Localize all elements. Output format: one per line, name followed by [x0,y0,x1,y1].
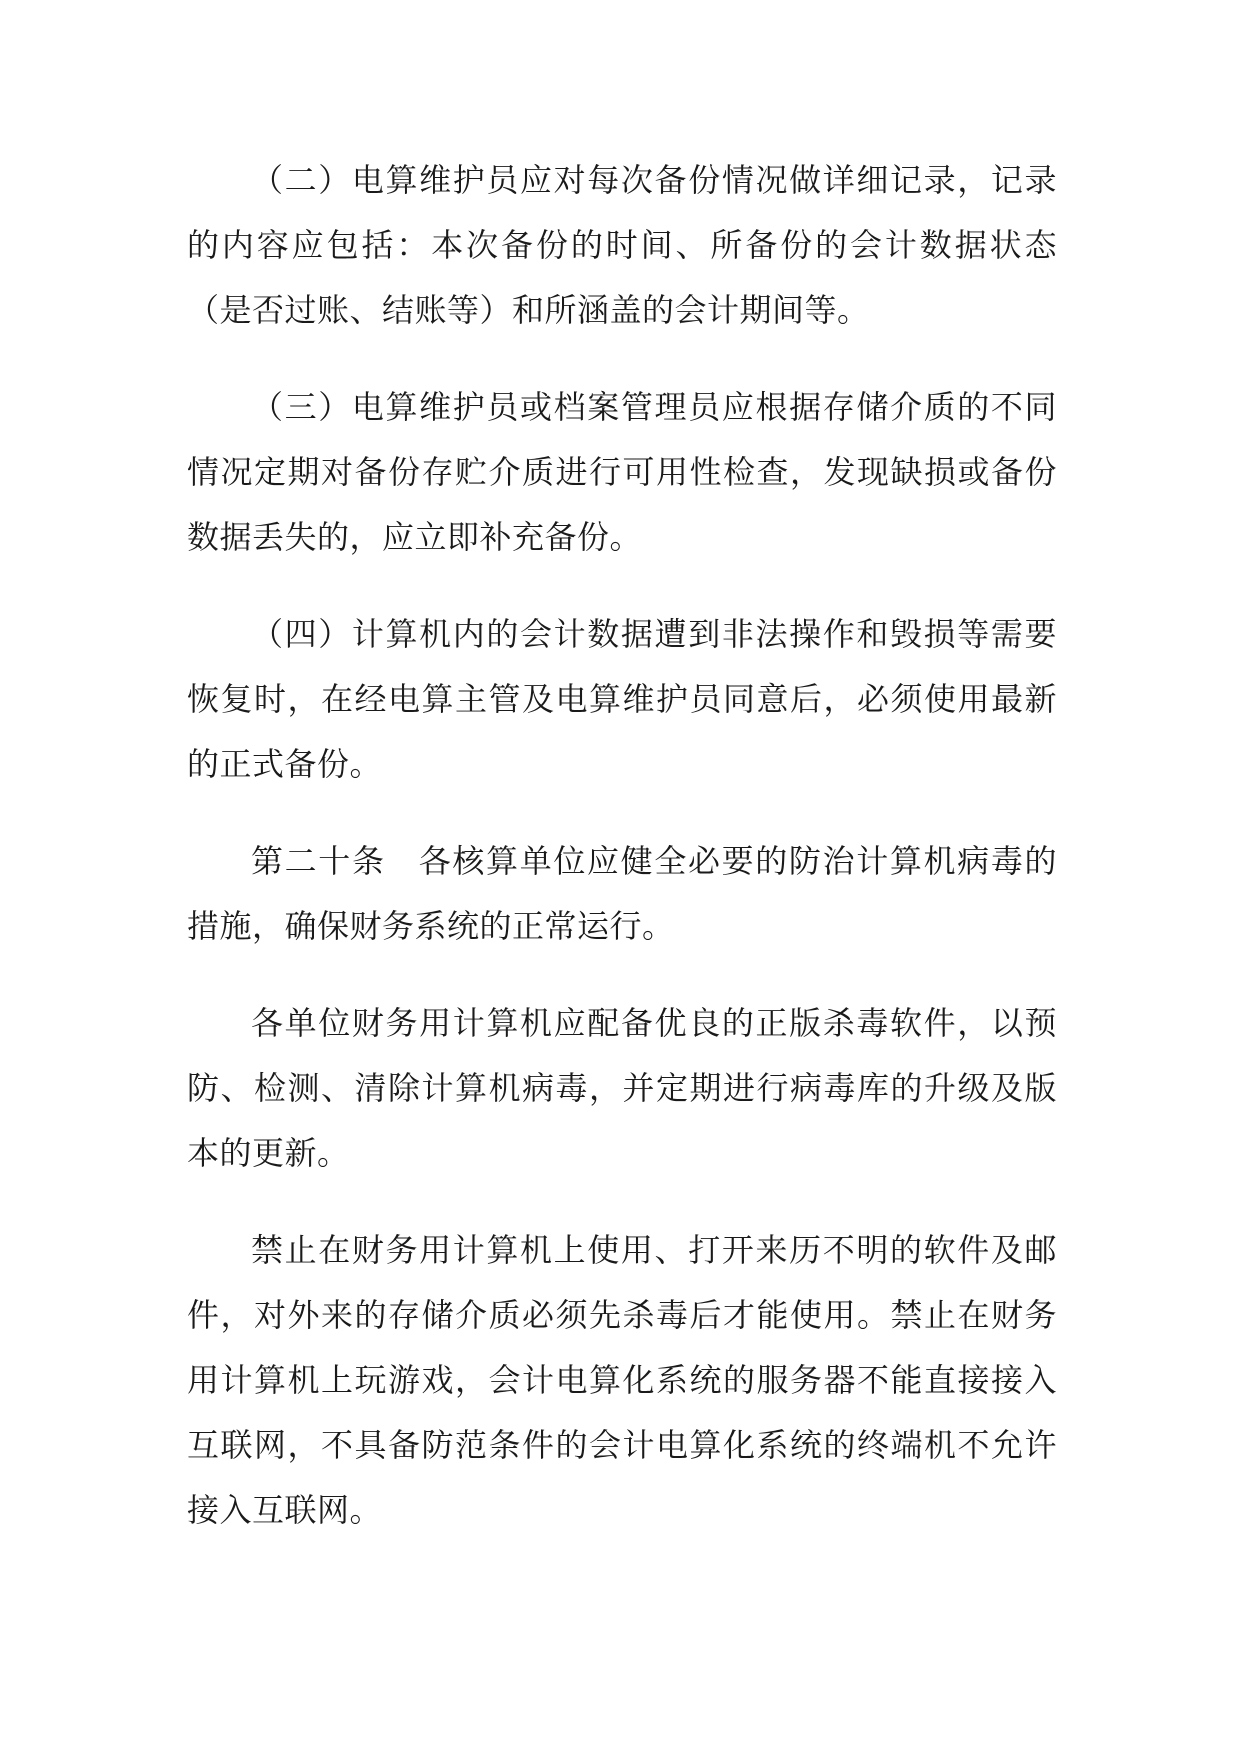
paragraph-media-check: （三）电算维护员或档案管理员应根据存储介质的不同情况定期对备份存贮介质进行可用性检查，发现缺损或备份数据丢失的，应立即补充备份。 [187,388,1057,556]
paragraph-backup-record: （二）电算维护员应对每次备份情况做详细记录，记录的内容应包括：本次备份的时间、所备份的会计数据状态（是否过账、结账等）和所涵盖的会计期间等。 [187,161,1057,329]
document-body [187,148,1057,1575]
paragraph-antivirus: 各单位财务用计算机应配备优良的正版杀毒软件，以预防、检测、清除计算机病毒，并定期进行病毒库的升级及版本的更新。 [187,1004,1057,1172]
article-number: 第二十条 [251,842,386,880]
paragraph-data-recovery: （四）计算机内的会计数据遭到非法操作和毁损等需要恢复时，在经电算主管及电算维护员同意后，必须使用最新的正式备份。 [187,615,1057,783]
paragraph-prohibitions: 禁止在财务用计算机上使用、打开来历不明的软件及邮件，对外来的存储介质必须先杀毒后才能使用。禁止在财务用计算机上玩游戏，会计电算化系统的服务器不能直接接入互联网，不具备防范条件的会计电算化系统的终端机不允许接入互联网。 [187,1231,1057,1529]
article-twenty [187,829,1057,959]
article-text: 各核算单位应健全必要的防治计算机病毒的措施，确保财务系统的正常运行。 [187,842,1057,945]
